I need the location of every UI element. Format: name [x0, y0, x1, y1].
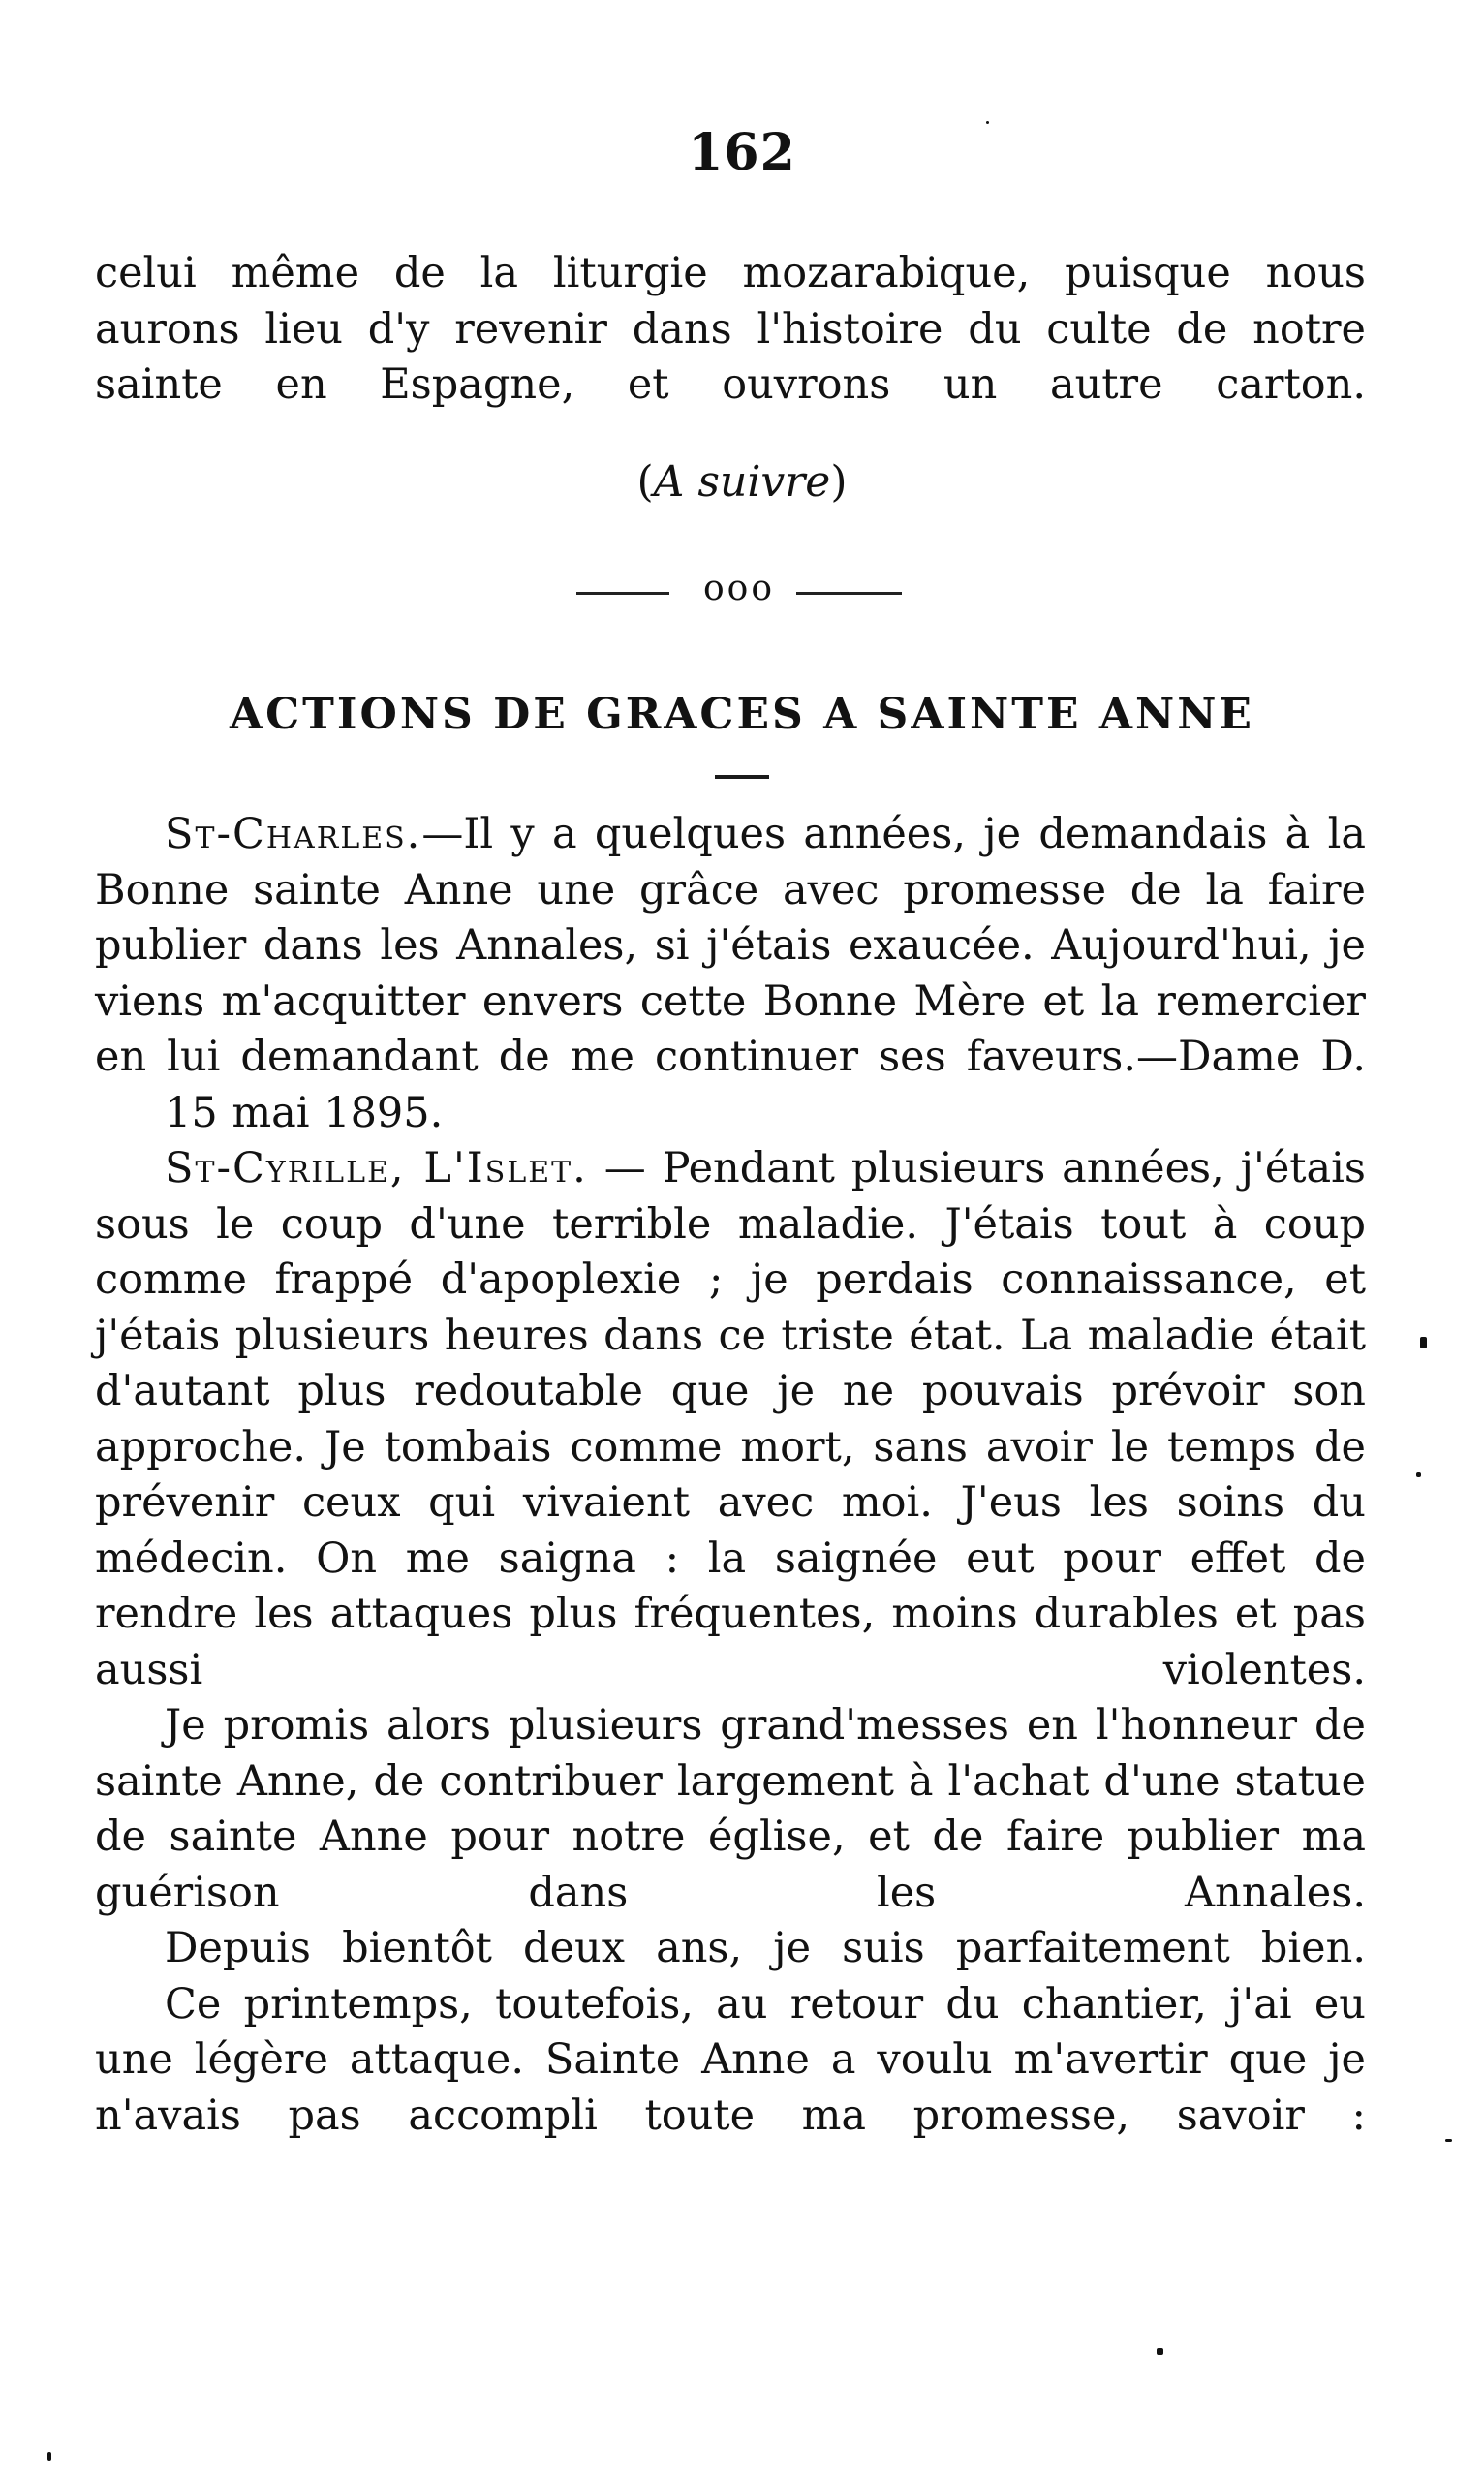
testimony-paragraph: Je promis alors plusieurs grand'messes en l'honneur de sainte Anne, de contribuer largement à l'achat d'une statue de sainte Anne pour notre église, et de faire publier ma guérison dans les Annales.	[95, 1701, 1366, 1917]
separator-mark: ooo	[703, 569, 776, 608]
testimony-place: St-Charles.	[165, 810, 422, 858]
separator-right-rule	[796, 592, 902, 595]
page-number: 162	[688, 123, 796, 182]
testimony-text: —Il y a quelques années, je demandais à la Bonne sainte Anne une grâce avec promesse de la faire publier dans les Annales, si j'étais exaucée. Aujourd'hui, je viens m'acquitter envers cette Bonne Mère et la remercier en lui demandant de me continuer ses faveurs.—Dame D.	[95, 810, 1366, 1081]
testimony-st-cyrille	[95, 1141, 1366, 1698]
title-underline-rule	[715, 775, 769, 779]
separator-left-rule	[576, 592, 669, 595]
note-close-paren: )	[830, 457, 848, 507]
testimony-st-charles	[95, 807, 1366, 1086]
print-speck	[1416, 1472, 1421, 1477]
note-open-paren: (	[636, 457, 654, 507]
testimony-paragraph: Ce printemps, toutefois, au retour du chantier, j'ai eu une légère attaque. Sainte Anne a voulu m'avertir que je n'avais pas accompli toute ma promesse, savoir :	[95, 1979, 1366, 2140]
continued-paragraph: celui même de la liturgie mozarabique, puisque nous aurons lieu d'y revenir dans l'histoire du culte de notre sainte en Espagne, et ouvrons un autre carton.	[95, 249, 1366, 409]
section-title: ACTIONS DE GRACES A SAINTE ANNE	[230, 690, 1254, 739]
print-speck	[1445, 2139, 1452, 2142]
to-be-continued-note	[0, 455, 1484, 510]
continued-text	[95, 246, 1366, 414]
testimony-place: St-Cyrille, L'Islet.	[165, 1144, 588, 1193]
note-italic-text: A suivre	[653, 457, 831, 507]
separator-ornament	[576, 568, 906, 610]
testimony-paragraph: Depuis bientôt deux ans, je suis parfaitement bien.	[165, 1924, 1366, 1972]
testimony-date: 15 mai 1895.	[165, 1088, 444, 1137]
testimony-text: — Pendant plusieurs années, j'étais sous le coup d'une terrible maladie. J'étais tout à coup comme frappé d'apoplexie ; je perdais connaissance, et j'étais plusieurs heures dans ce triste état. La maladie était d'autant plus redoutable que je ne pouvais prévoir son approche. Je tombais comme mort, sans avoir le temps de prévenir ceux qui vivaient avec moi. J'eus les soins du médecin. On me saigna : la saignée eut pour effet de rendre les attaques plus fréquentes, moins durables et pas aussi violentes.	[95, 1144, 1366, 1694]
print-speck	[1157, 2348, 1163, 2355]
print-speck	[1420, 1337, 1427, 1348]
print-speck	[986, 121, 989, 124]
print-speck	[47, 2452, 51, 2461]
testimony-body	[95, 807, 1366, 2144]
